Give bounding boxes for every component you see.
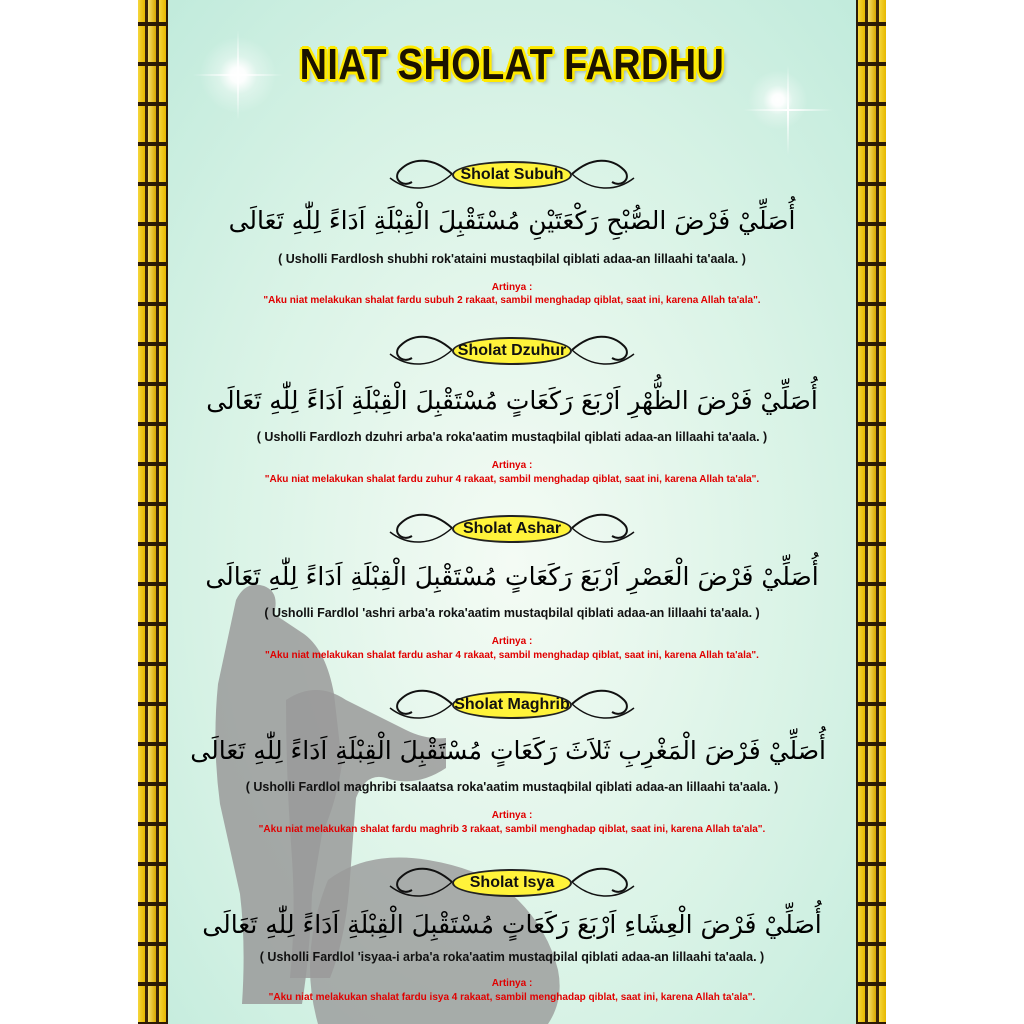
page-title: NIAT SHOLAT FARDHU — [299, 40, 725, 89]
ornament-header — [382, 676, 642, 732]
niat-transliteration: ( Usholli Fardlol 'ashri arba'a roka'aatim mustaqbilal qiblati adaa-an lillaahi ta'aala. ) — [264, 606, 760, 620]
niat-arabic: أُصَلِّيْ فَرْضَ الْعِشَاءِ اَرْبَعَ رَكَعَاتٍ مُسْتَقْبِلَ الْقِبْلَةِ اَدَاءً لِلّٰهِ تَعَالَى — [202, 910, 822, 939]
niat-transliteration: ( Usholli Fardlol 'isyaa-i arba'a roka'aatim mustaqbilal qiblati adaa-an lillaahi ta'aala. ) — [259, 950, 765, 964]
niat-translation: "Aku niat melakukan shalat fardu subuh 2 rakaat, sambil menghadap qiblat, saat ini, karena Allah ta'ala". — [263, 295, 761, 306]
niat-arabic: أُصَلِّيْ فَرْضَ الصُّبْحِ رَكْعَتَيْنِ مُسْتَقْبِلَ الْقِبْلَةِ اَدَاءً لِلّٰهِ تَعَالَى — [228, 206, 796, 235]
artinya-label: Artinya : — [491, 636, 533, 647]
ornament-header — [382, 500, 642, 556]
artinya-label: Artinya : — [491, 978, 533, 989]
section-title-badge: Sholat Dzuhur — [452, 337, 572, 365]
section-title-badge: Sholat Isya — [452, 869, 572, 897]
niat-arabic: أُصَلِّيْ فَرْضَ الْمَغْرِبِ ثَلاَثَ رَكَعَاتٍ مُسْتَقْبِلَ الْقِبْلَةِ اَدَاءً لِلّٰهِ تَعَالَى — [190, 736, 826, 765]
poster — [138, 0, 886, 1024]
ornament-header — [382, 146, 642, 202]
ornament-header — [382, 322, 642, 378]
niat-transliteration: ( Usholli Fardlosh shubhi rok'ataini mustaqbilal qiblati adaa-an lillaahi ta'aala. ) — [278, 252, 746, 266]
niat-translation: "Aku niat melakukan shalat fardu maghrib 3 rakaat, sambil menghadap qiblat, saat ini, karena Allah ta'ala". — [258, 824, 766, 835]
niat-transliteration: ( Usholli Fardlozh dzuhri arba'a roka'aatim mustaqbilal qiblati adaa-an lillaahi ta'aala. ) — [256, 430, 768, 444]
artinya-label: Artinya : — [491, 282, 533, 293]
artinya-label: Artinya : — [491, 460, 533, 471]
niat-transliteration: ( Usholli Fardlol maghribi tsalaatsa roka'aatim mustaqbilal qiblati adaa-an lillaahi ta'aala. ) — [245, 780, 779, 794]
section-title-badge: Sholat Ashar — [452, 515, 572, 543]
section-title-badge: Sholat Maghrib — [452, 691, 572, 719]
niat-translation: "Aku niat melakukan shalat fardu isya 4 rakaat, sambil menghadap qiblat, saat ini, karena Allah ta'ala". — [268, 992, 756, 1003]
niat-arabic: أُصَلِّيْ فَرْضَ الظُّهْرِ اَرْبَعَ رَكَعَاتٍ مُسْتَقْبِلَ الْقِبْلَةِ اَدَاءً لِلّٰهِ تَعَالَى — [206, 386, 818, 415]
left-ornament-border — [138, 0, 168, 1024]
niat-translation: "Aku niat melakukan shalat fardu zuhur 4 rakaat, sambil menghadap qiblat, saat ini, karena Allah ta'ala". — [264, 474, 760, 485]
right-ornament-border — [856, 0, 886, 1024]
niat-arabic: أُصَلِّيْ فَرْضَ الْعَصْرِ اَرْبَعَ رَكَعَاتٍ مُسْتَقْبِلَ الْقِبْلَةِ اَدَاءً لِلّٰهِ تَعَالَى — [205, 562, 819, 591]
niat-translation: "Aku niat melakukan shalat fardu ashar 4 rakaat, sambil menghadap qiblat, saat ini, karena Allah ta'ala". — [265, 650, 759, 661]
ornament-header — [382, 854, 642, 910]
section-title-badge: Sholat Subuh — [452, 161, 572, 189]
artinya-label: Artinya : — [491, 810, 533, 821]
